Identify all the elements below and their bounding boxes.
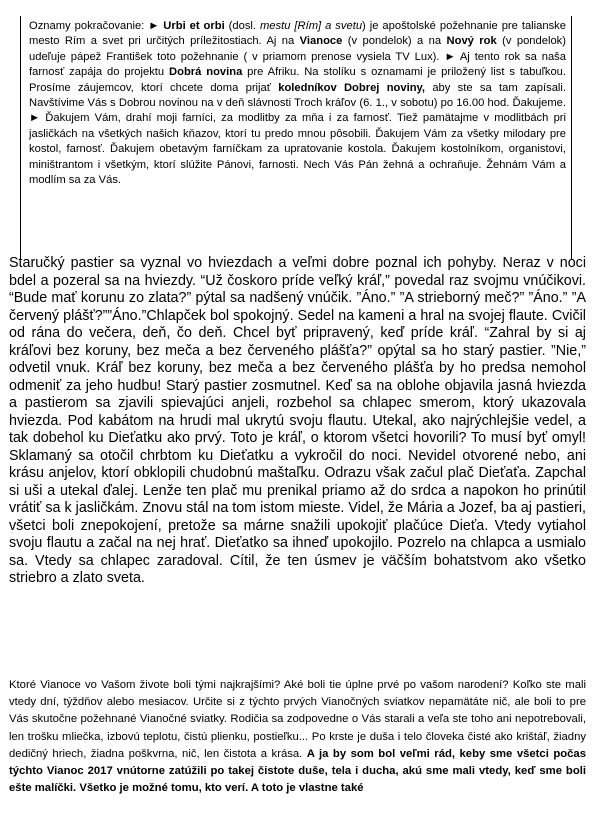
novy-rok-term: Nový rok: [446, 35, 497, 48]
arrow-marker: ►: [148, 20, 160, 32]
announcements-box: [20, 16, 572, 260]
dobra-novina-term: Dobrá novina: [169, 66, 243, 79]
urbi-et-orbi-term: Urbi et orbi: [163, 20, 225, 32]
announcements-intro: Oznamy pokračovanie:: [29, 20, 149, 32]
christmas-reflection: [9, 677, 586, 797]
vianoce-term: Vianoce: [299, 35, 343, 48]
arrow-marker: ►: [29, 112, 41, 125]
urbi-translation: mestu [Rím] a svetu: [259, 20, 363, 32]
arrow-marker: ►: [444, 50, 456, 63]
shepherd-story: Staručký pastier sa vyznal vo hviezdach a veľmi dobre poznal ich pohyby. Neraz v noci bdel a pozeral sa na hviezdy. “Už čoskoro príde veľký kráľ,” povedal raz svojmu vnúčikovi. “Bude mať korunu zo zlata?” pýtal sa nadšený vnúčik. ”Áno.” ”A strieborný meč?” ”Áno.” ”A červený plášť?””Áno.”Chlapček bol spokojný. Sedel na kameni a hral na svojej flaute. Cvičil od rána do večera, deň, čo deň. Chcel byť pripravený, keď príde kráľ. “Zahral by si aj kráľovi bez koruny, bez meča a bez červeného plášťa?” opýtal sa ho starý pastier. ”Nie,” odvetil vnuk. Kráľ bez koruny, bez meča a bez červeného plášťa by ho predsa nemohol odmeniť za jeho hudbu! Starý pastier zosmutnel. Keď sa na oblohe objavila jasná hviezda a pastierom sa zjavili spievajúci anjeli, rozbehol sa chlapec smerom, ktorý ukazovala hviezda. Pod kabátom na hrudi mal ukrytú svoju flautu. Utekal, ako najrýchlejšie vedel, a tak dobehol ku Dieťatku ako prvý. Toto je kráľ, o ktorom všetci hovorili? To musí byť omyl! Sklamaný sa otočil chrbtom ku Dieťatku a vykročil do noci. Nevidel otvorené nebo, ani krásu anjelov, ktorí obklopili chudobnú maštaľku. Odrazu však začul plač Dieťaťa. Zapchal si uši a utekal ďalej. Lenže ten plač mu prenikal priamo až do srdca a napokon ho prinútil vrátiť sa k jasličkám. Znovu stál na tom istom mieste. Videl, že Mária a Jozef, ba aj pastieri, všetci boli znepokojení, pretože sa márne snažili upokojiť plačúce Dieťa. Vtedy vytiahol svoju flautu a začal na nej hrať. Dieťatko sa ihneď upokojilo. Pozrelo na chlapca a usmialo sa. Vtedy sa chlapec zaradoval. Cítil, že ten úsmev je väčším bohatstvom ako všetko striebro a zlato sveta.: [9, 255, 586, 586]
reflection-bold-text: A ja by som bol veľmi rád, keby sme všetci počas týchto Vianoc 2017 vnútorne zatúžili po takej čistote duše, tela i ducha, akú sme mali vtedy, keď sme boli ešte malíčki. Všetko je možné tomu, kto verí. A toto je vlastne také: [9, 747, 586, 795]
announcements-paragraph: Oznamy pokračovanie: ► Urbi et orbi (dosl. mestu [Rím] a svetu) je apoštolské požehnanie pre talianske mesto Rím a svet pri určitých príležitostiach. Aj na Vianoce (v pondelok) a na Nový rok (v pondelok) udeľuje pápež František toto požehnanie ( v priamom prenose vysiela TV Lux). ► Aj tento rok sa naša farnosť zapája do projektu Dobrá novina pre Afriku. Na stolíku s oznamami je priložený list s tabuľkou. Prosíme záujemcov, ktorí chcete doma prijať koledníkov Dobrej noviny, aby ste sa tam zapísali. Navštívime Vás s Dobrou novinou na v deň slávnosti Troch kráľov (6. 1., v sobotu) po 16.00 hod. Ďakujeme. ► Ďakujem Vám, drahí moji farníci, za modlitby za mňa i za farnosť. Tiež pamätajme v modlitbách pri jasličkách na všetkých našich kňazov, ktorí tu predo mnou pôsobili. Ďakujem Vám za všetky milodary pre kostol, farnosť. Ďakujem obetavým farníčkam za upratovanie kostola. Ďakujem kostolníkom, organistovi, miništrantom i všetkým, ktorí slúžite Pánovi, farnosti. Nech Vás Pán žehná a ochraňuje. Žehnám Vám a modlím sa za Vás.: [29, 20, 567, 187]
kolednikov-term: koledníkov Dobrej noviny,: [278, 81, 426, 94]
reflection-text: Ktoré Vianoce vo Vašom živote boli tými najkrajšími? Aké boli tie úplne prvé po vašom narodení? Koľko ste mali vtedy dní, týždňov alebo mesiacov. Určite si z týchto prvých Vianočných sviatkov nepamätáte nič, ale boli to pre Vás skutočne požehnané Vianočné sviatky. Rodičia sa zodpovedne o Vás starali a veľa ste toho ani nepotrebovali, len trošku mliečka, izbovú teplotu, čistú plienku, postieľku... Po krste je duša i telo človeka čisté ako krištáľ, žiadny dedičný hriech, žiadna poškvrna, nič, len čistota a krása.: [9, 679, 586, 760]
